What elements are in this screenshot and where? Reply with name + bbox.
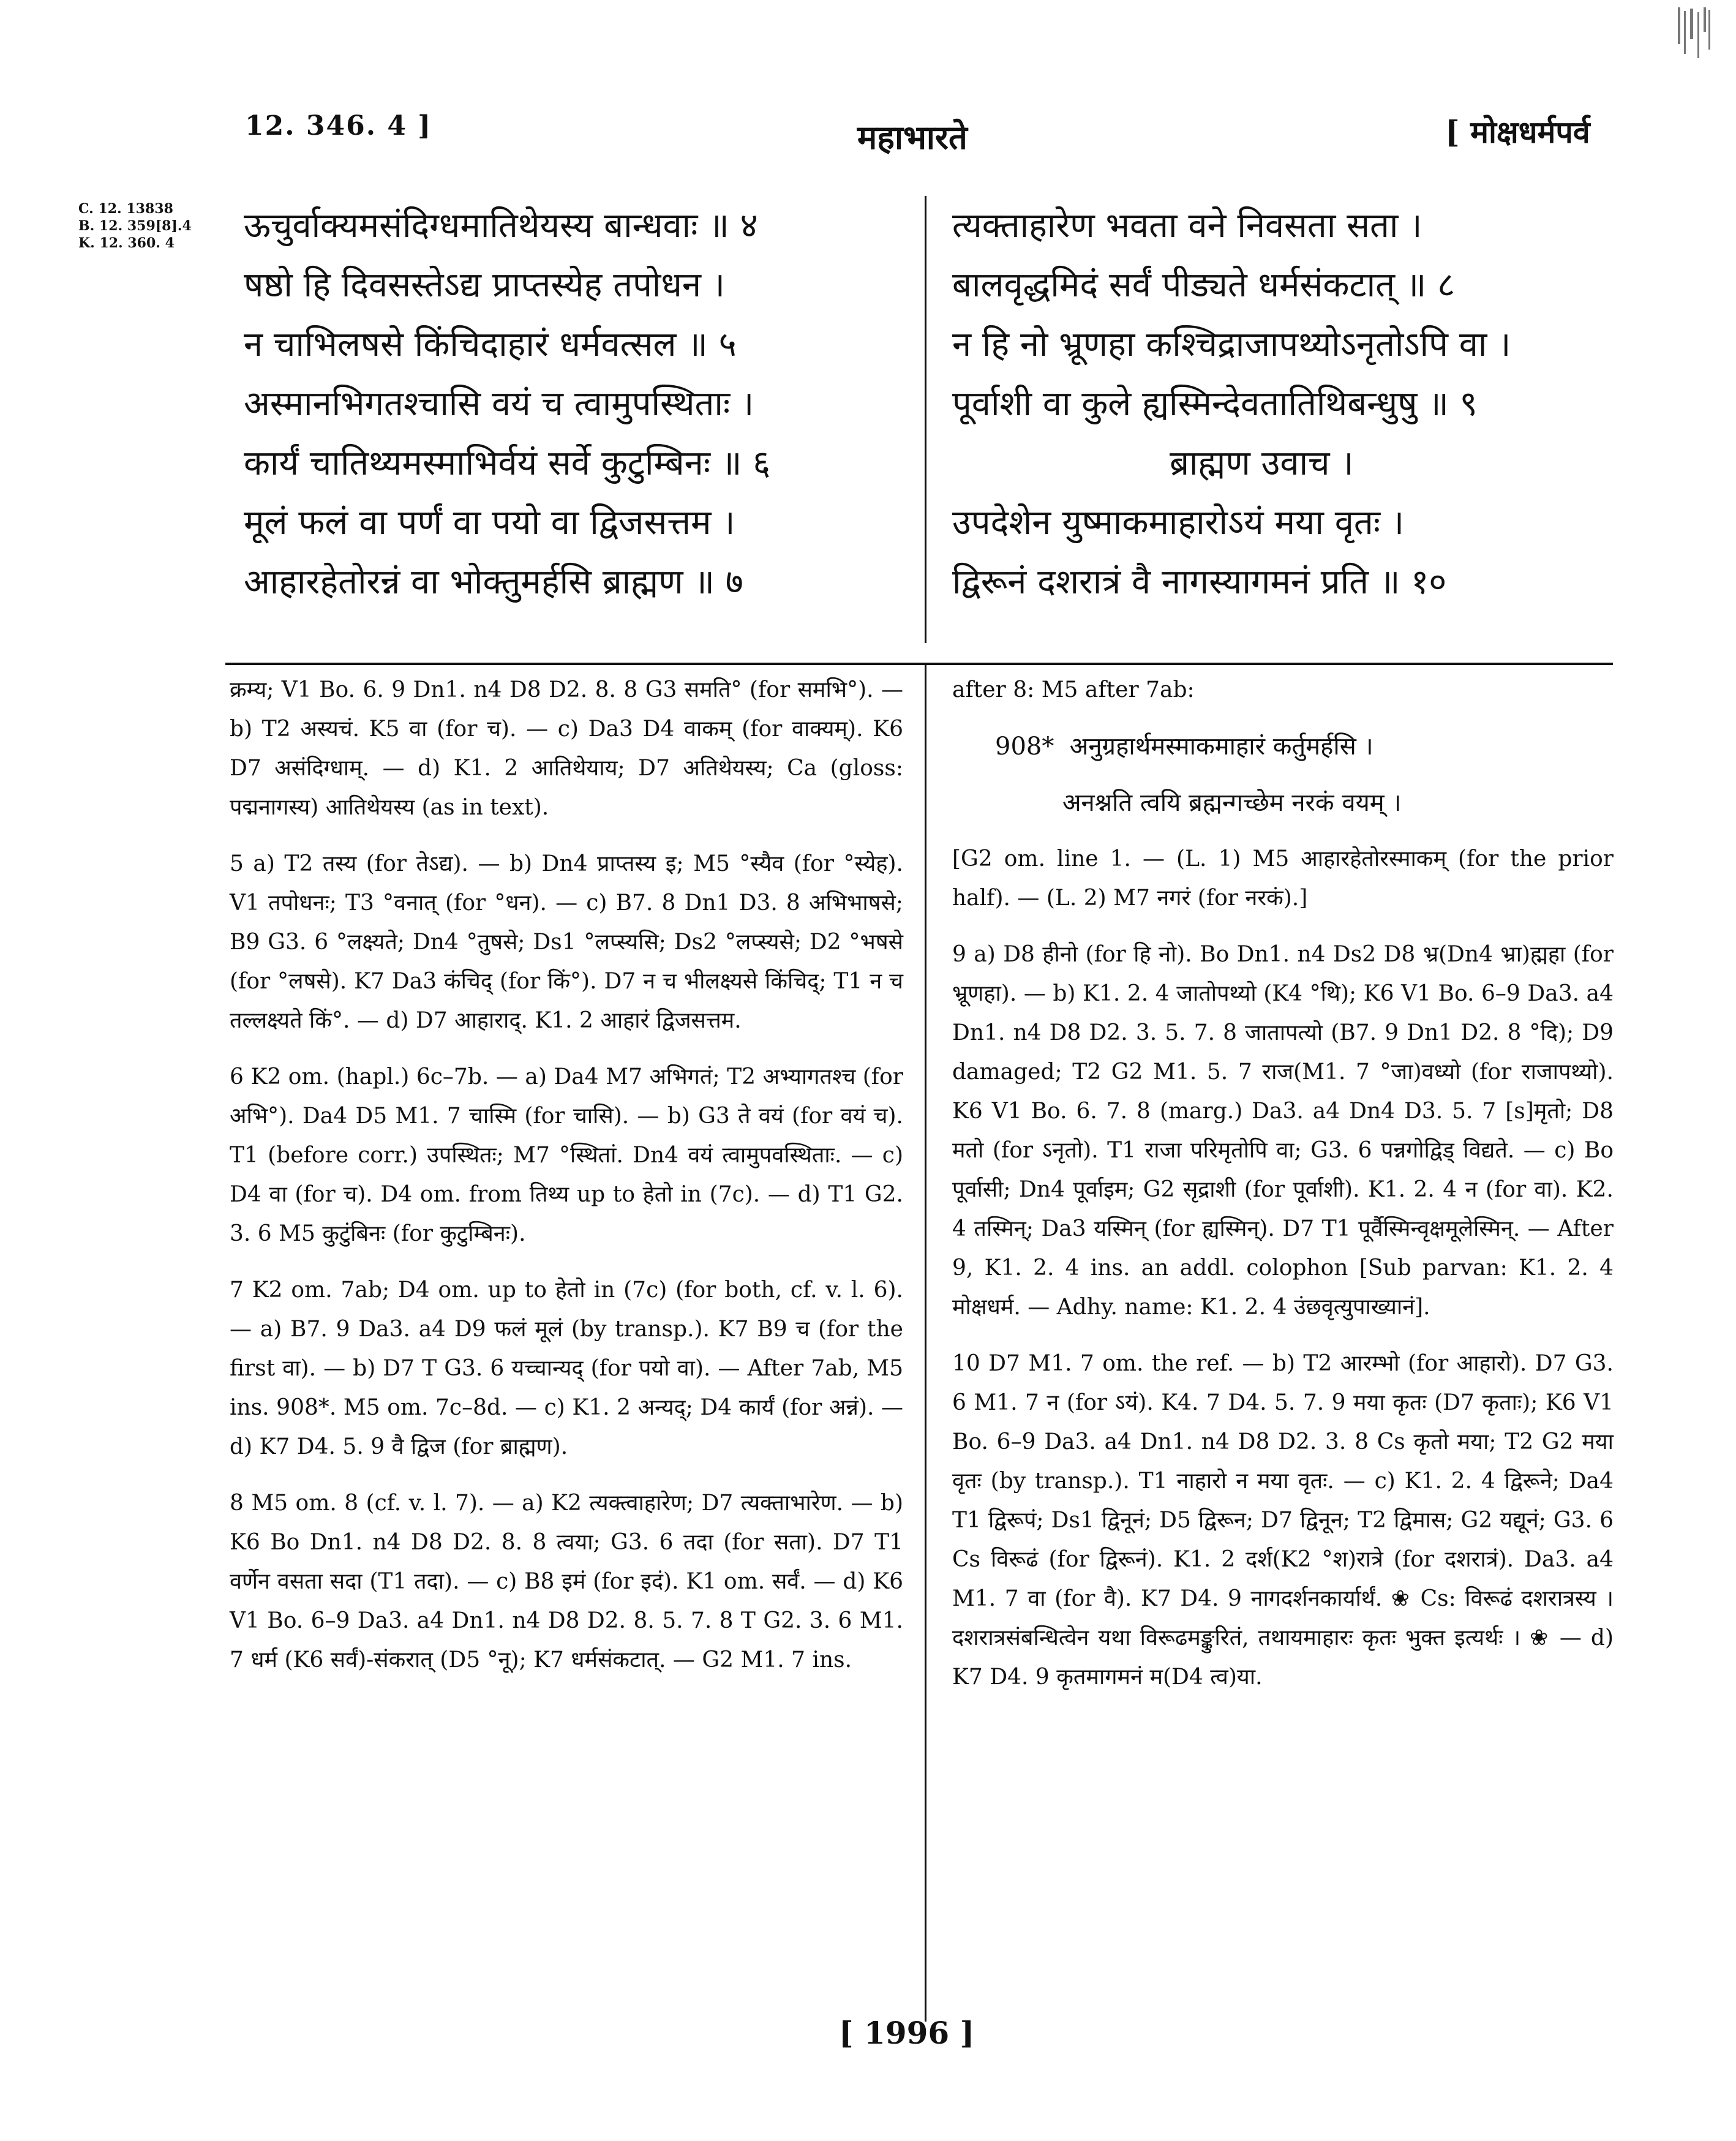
horizontal-rule (225, 663, 1613, 665)
apparatus-note: क्रम्य; V1 Bo. 6. 9 Dn1. n4 D8 D2. 8. 8 G3 समति° (for समभि°). — b) T2 अस्यचं. K5 वा (for च). — c) Da3 D4 वाकम् (for वाक्यम्). K6 D7 असंदिग्धाम्. — d) K1. 2 आतिथेयाय; D7 अतिथेयस्य; Ca (gloss: पद्मनागस्य) आतिथेयस्य (as in text). (230, 677, 903, 820)
column-divider-notes (925, 665, 926, 2022)
verse-column-left (244, 196, 770, 612)
scan-artifact (1672, 6, 1715, 61)
verse-line: बालवृद्धमिदं सर्वं पीड्यते धर्मसंकटात् ॥ ८ (952, 265, 1456, 305)
verse-line: पूर्वाशी वा कुले ह्यस्मिन्देवतातिथिबन्धुषु ॥ ९ (952, 384, 1478, 424)
concordance-references (78, 200, 225, 252)
verse-line: आहारहेतोरन्नं वा भोक्तुमर्हसि ब्राह्मण ॥ ७ (244, 562, 743, 602)
apparatus-note: 9 a) D8 हीनो (for हि नो). Bo Dn1. n4 Ds2 D8 भ्र(Dn4 भ्रा)ह्महा (for भ्रूणहा). — b) K1. 2. 4 जातोपथ्यो (K4 °थि); K6 V1 Bo. 6–9 Da3. a4 Dn1. n4 D8 D2. 3. 5. 7. 8 जातापत्यो (B7. 9 Dn1 D2. 8 °दि); D9 damaged; T2 G2 M1. 5. 7 राज(M1. 7 °जा)वध्यो (for राजापथ्यो). K6 V1 Bo. 6. 7. 8 (marg.) Da3. a4 Dn4 D3. 5. 7 [s]मृतो; D8 मतो (for ऽनृतो). T1 राजा परिमृतोपि वा; G3. 6 पन्नगोद्विड् विद्यते. — c) Bo पूर्वासी; Dn4 पूर्वाइम; G2 सृद्राशी (for पूर्वाशी). K1. 2. 4 न (for वा). K2. 4 तस्मिन्; Da3 यस्मिन् (for ह्यस्मिन्). D7 T1 पूर्वैस्मिन्वृक्षमूलेस्मिन्. — After 9, K1. 2. 4 ins. an addl. colophon [Sub parvan: K1. 2. 4 मोक्षधर्म. — Adhy. name: K1. 2. 4 उंछवृत्युपाख्यानं]. (952, 942, 1614, 1320)
apparatus-note: 5 a) T2 तस्य (for तेऽद्य). — b) Dn4 प्राप्तस्य इ; M5 °स्यैव (for °स्येह). V1 तपोधनः; T3 °वनात् (for °धन). — c) B7. 8 Dn1 D3. 8 अभिभाषसे; B9 G3. 6 °लक्ष्यते; Dn4 °तुषसे; Ds1 °लप्स्यसि; Ds2 °लप्स्यसे; D2 °भषसे (for °लषसे). K7 Da3 कंचिद् (for किं°). D7 न च भीलक्ष्यसे किंचिद्; T1 न च तल्लक्ष्यते किं°. — d) D7 आहाराद्. K1. 2 आहारं द्विजसत्तम. (230, 851, 903, 1033)
passage-text: अनुग्रहार्थमस्माकमाहारं कर्तुमर्हसि । (1069, 732, 1373, 761)
running-head-section: [ मोक्षधर्मपर्व (1445, 114, 1590, 150)
running-head-reference: 12. 346. 4 ] (245, 110, 432, 141)
verse-line: त्यक्ताहारेण भवता वने निवसता सता । (952, 206, 1422, 246)
insertion-passage-line1 (952, 727, 1614, 766)
verse-line: अस्मानभिगतश्चासि वयं च त्वामुपस्थिताः । (244, 384, 754, 424)
verse-line: न हि नो भ्रूणहा कश्चिद्राजापथ्योऽनृतोऽपि वा । (952, 325, 1511, 364)
concordance-k: K. 12. 360. 4 (78, 235, 175, 251)
apparatus-note: [G2 om. line 1. — (L. 1) M5 आहारहेतोरस्माकम् (for the prior half). — (L. 2) M7 नगरं (for नरकं).] (952, 846, 1614, 911)
verse-column-right (952, 196, 1511, 612)
verse-line: न चाभिलषसे किंचिदाहारं धर्मवत्सल ॥ ५ (244, 325, 737, 364)
critical-apparatus-right (952, 671, 1614, 1714)
verse-line: षष्ठो हि दिवसस्तेऽद्य प्राप्तस्येह तपोधन । (244, 265, 725, 305)
critical-apparatus-left (230, 671, 903, 1697)
verse-line: ऊचुर्वाक्यमसंदिग्धमातिथेयस्य बान्धवाः ॥ ४ (244, 206, 758, 246)
apparatus-note: 7 K2 om. 7ab; D4 om. up to हेतो in (7c) (for both, cf. v. l. 6). — a) B7. 9 Da3. a4 D9 फलं मूलं (by transp.). K7 B9 च (for the first वा). — b) D7 T G3. 6 यच्चान्यद् (for पयो वा). — After 7ab, M5 ins. 908*. M5 om. 7c–8d. — c) K1. 2 अन्यद्; D4 कार्यं (for अन्नं). — d) K7 D4. 5. 9 वै द्विज (for ब्राह्मण). (230, 1277, 903, 1459)
verse-line: मूलं फलं वा पर्णं वा पयो वा द्विजसत्तम । (244, 503, 735, 543)
apparatus-note: 6 K2 om. (hapl.) 6c–7b. — a) Da4 M7 अभिगतं; T2 अभ्यागतश्च (for अभि°). Da4 D5 M1. 7 चास्मि (for चासि). — b) G3 ते वयं (for वयं च). T1 (before corr.) उपस्थितः; M7 °स्थितां. Dn4 वयं त्वामुपवस्थिताः. — c) D4 वा (for च). D4 om. from तिथ्य up to हेतो in (7c). — d) T1 G2. 3. 6 M5 कुटुंबिनः (for कुटुम्बिनः). (230, 1064, 903, 1246)
concordance-c: C. 12. 13838 (78, 201, 173, 217)
column-divider-verses (925, 196, 926, 643)
apparatus-intro: after 8: M5 after 7ab: (952, 677, 1195, 702)
apparatus-note: 10 D7 M1. 7 om. the ref. — b) T2 आरम्भो (for आहारो). D7 G3. 6 M1. 7 न (for ऽयं). K4. 7 D4. 5. 7. 9 मया कृतः (D7 कृताः); K6 V1 Bo. 6–9 Da3. a4 Dn1. n4 D8 D2. 3. 8 Cs कृतो मया; T2 G2 मया वृतः (by transp.). T1 नाहारो न मया वृतः. — c) K1. 2. 4 द्विरूने; Da4 T1 द्विरूपं; Ds1 द्विनूनं; D5 द्विरून; D7 द्विनून; T2 द्विमास; G2 यद्यूनं; G3. 6 Cs विरूढं (for द्विरूनं). K1. 2 दर्श(K2 °श)रात्रे (for दशरात्रं). Da3. a4 M1. 7 वा (for वै). K7 D4. 9 नागदर्शनकार्यार्थं. ❀ Cs: विरूढं दशरात्रस्य । दशरात्रसंबन्धित्वेन यथा विरूढमङ्कुरितं, तथायमाहारः कृतः भुक्त इत्यर्थः । ❀ — d) K7 D4. 9 कृतमागमनं म(D4 त्व)या. (952, 1351, 1614, 1690)
passage-number: 908* (995, 732, 1054, 761)
insertion-passage-line2: अनश्नति त्वयि ब्रह्मन्गच्छेम नरकं वयम् । (1062, 789, 1402, 817)
verse-line: उपदेशेन युष्माकमाहारोऽयं मया वृतः । (952, 503, 1405, 543)
running-head-title: महाभारते (857, 118, 968, 157)
apparatus-note: 8 M5 om. 8 (cf. v. l. 7). — a) K2 त्यक्त्वाहारेण; D7 त्यक्ताभारेण. — b) K6 Bo Dn1. n4 D8 D2. 8. 8 त्वया; G3. 6 तदा (for सता). D7 T1 वर्णेन वसता सदा (T1 तदा). — c) B8 इमं (for इदं). K1 om. सर्वं. — d) K6 V1 Bo. 6–9 Da3. a4 Dn1. n4 D8 D2. 8. 5. 7. 8 T G2. 3. 6 M1. 7 धर्म (K6 सर्वं)-संकरात् (D5 °नू); K7 धर्मसंकटात्. — G2 M1. 7 ins. (230, 1491, 903, 1673)
verse-line: कार्यं चातिथ्यमस्माभिर्वयं सर्वे कुटुम्बिनः ॥ ६ (244, 443, 771, 483)
speaker-heading: ब्राह्मण उवाच । (1170, 443, 1354, 483)
concordance-b: B. 12. 359[8].4 (78, 218, 192, 234)
verse-line: द्विरूनं दशरात्रं वै नागस्यागमनं प्रति ॥ १० (952, 562, 1447, 602)
page-number: [ 1996 ] (839, 2015, 975, 2051)
